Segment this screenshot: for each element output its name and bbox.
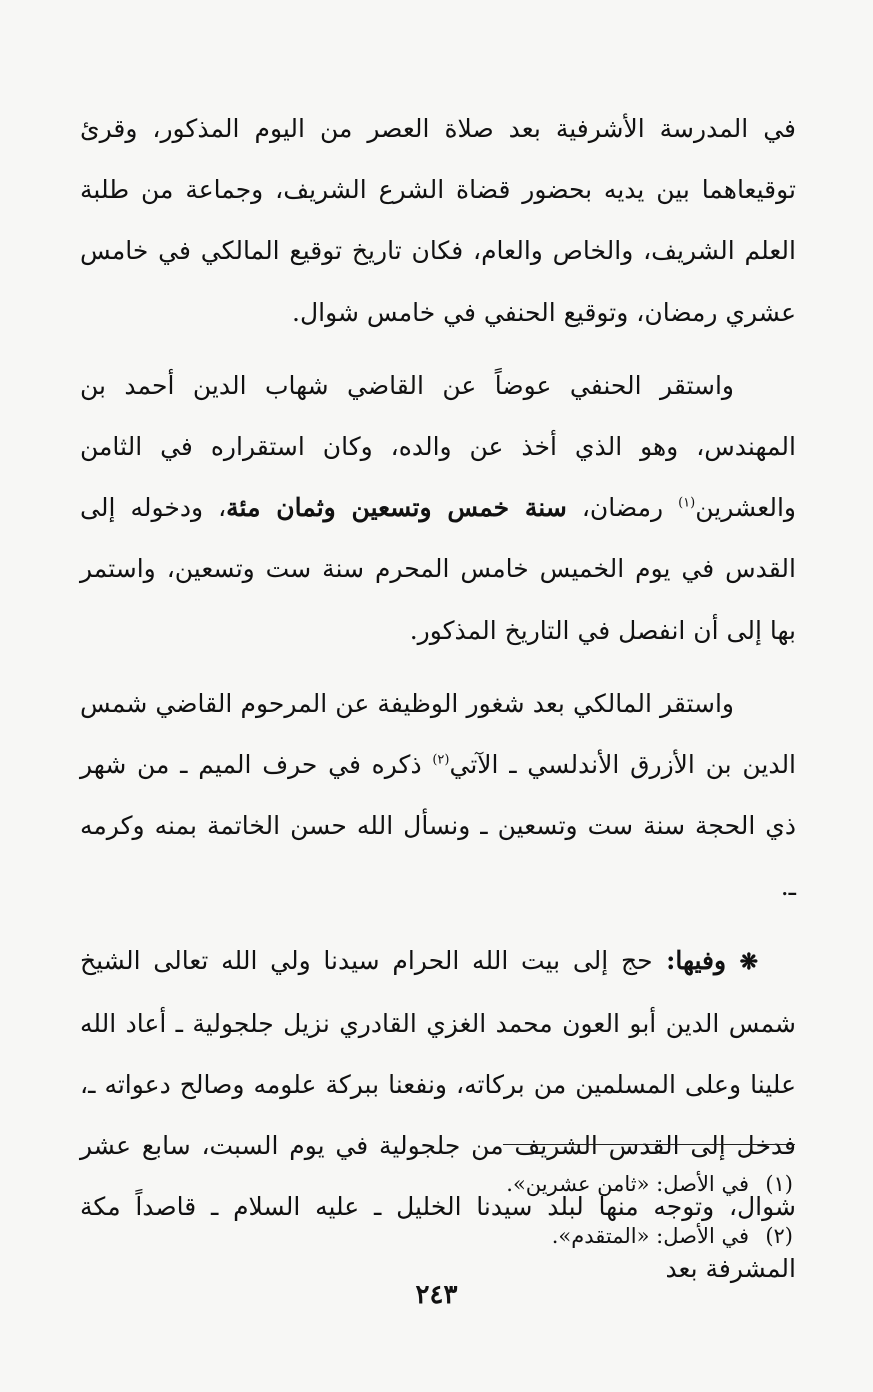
paragraph-lead: وفيها: bbox=[652, 945, 740, 975]
footnote-ref-2[interactable]: (٢) bbox=[432, 752, 450, 768]
paragraph-2: واستقر الحنفي عوضاً عن القاضي شهاب الدين أحمد بن المهندس، وهو الذي أخذ عن والده، وكان استقراره في الثامن والعشرين$^{(١)}$ رمضان، سنة خمس وتسعين وثمان مئة، ودخوله إلى القدس في يوم الخميس خامس المحرم سنة ست وتسعين، واستمر بها إلى أن انفصل في التاريخ المذكور. bbox=[80, 370, 796, 645]
page-number: ٢٤٣ bbox=[415, 1280, 458, 1310]
footnote-divider bbox=[503, 1144, 795, 1145]
footnote-item bbox=[293, 1158, 793, 1210]
paragraph-1: في المدرسة الأشرفية بعد صلاة العصر من اليوم المذكور، وقرئ توقيعاهما بين يديه بحضور قضاة الشرع الشريف، وجماعة من طلبة العلم الشريف، والخاص والعام، فكان تاريخ توقيع المالكي في خامس عشري رمضان، وتوقيع الحنفي في خامس شوال. bbox=[80, 114, 796, 327]
footnotes bbox=[293, 1158, 793, 1262]
footnote-number: (٢) bbox=[765, 1224, 793, 1248]
paragraph-4: ❋ وفيها: حج إلى بيت الله الحرام سيدنا ولي الله تعالى الشيخ شمس الدين أبو العون محمد الغزي القادري نزيل جلجولية ـ أعاد الله علينا وعلى المسلمين من بركاته، ونفعنا ببركة علومه وصالح دعواته ـ، فدخل إلى القدس الشريف من جلجولية في يوم السبت، سابع عشر شوال، وتوجه منها لبلد سيدنا الخليل ـ عليه السلام ـ قاصداً مكة المشرفة بعد bbox=[80, 945, 796, 1283]
footnote-item bbox=[293, 1210, 793, 1262]
footnote-number: (١) bbox=[765, 1172, 793, 1196]
footnote-text: في الأصل: «المتقدم». bbox=[551, 1224, 749, 1248]
bold-date: سنة خمس وتسعين وثمان مئة bbox=[226, 493, 567, 523]
main-text bbox=[80, 98, 796, 1311]
asterisk-bullet-icon: ❋ bbox=[739, 948, 759, 975]
footnote-ref-1[interactable]: (١) bbox=[678, 495, 696, 511]
paragraph-3: واستقر المالكي بعد شغور الوظيفة عن المرحوم القاضي شمس الدين بن الأزرق الأندلسي ـ الآتي$^{(٢)}$ ذكره في حرف الميم ـ من شهر ذي الحجة سنة ست وتسعين ـ ونسأل الله حسن الخاتمة بمنه وكرمه ـ. bbox=[80, 688, 797, 902]
footnote-text: في الأصل: «ثامن عشرين». bbox=[506, 1172, 749, 1196]
